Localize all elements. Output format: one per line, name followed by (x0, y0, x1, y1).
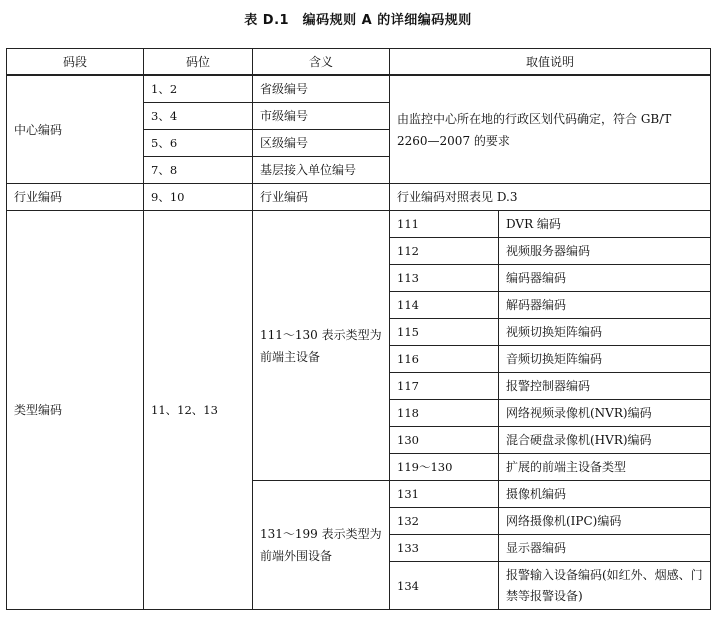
code-cell: 134 (390, 562, 499, 610)
meaning-cell: 行业编码 (253, 184, 390, 211)
position-type: 11、12、13 (144, 211, 253, 610)
desc-cell: 编码器编码 (499, 265, 711, 292)
code-cell: 116 (390, 346, 499, 373)
code-cell: 112 (390, 238, 499, 265)
segment-type: 类型编码 (7, 211, 144, 610)
meaning-cell: 省级编号 (253, 75, 390, 103)
desc-cell: 网络摄像机(IPC)编码 (499, 508, 711, 535)
desc-cell: 报警输入设备编码(如红外、烟感、门禁等报警设备) (499, 562, 711, 610)
header-position: 码位 (144, 49, 253, 76)
desc-cell: 显示器编码 (499, 535, 711, 562)
desc-cell: 音频切换矩阵编码 (499, 346, 711, 373)
header-row (7, 49, 711, 76)
code-cell: 111 (390, 211, 499, 238)
position-cell: 3、4 (144, 103, 253, 130)
code-cell: 114 (390, 292, 499, 319)
position-cell: 1、2 (144, 75, 253, 103)
position-cell: 5、6 (144, 130, 253, 157)
desc-cell: 视频服务器编码 (499, 238, 711, 265)
header-segment: 码段 (7, 49, 144, 76)
code-cell: 113 (390, 265, 499, 292)
segment-center: 中心编码 (7, 75, 144, 184)
meaning-front-main: 111～130 表示类型为前端主设备 (253, 211, 390, 481)
desc-cell: 混合硬盘录像机(HVR)编码 (499, 427, 711, 454)
position-cell: 9、10 (144, 184, 253, 211)
desc-cell: 视频切换矩阵编码 (499, 319, 711, 346)
code-cell: 115 (390, 319, 499, 346)
table-row (7, 211, 711, 238)
table-title: 表 D.1 编码规则 A 的详细编码规则 (244, 13, 472, 28)
desc-cell: DVR 编码 (499, 211, 711, 238)
encoding-rules-table (6, 48, 711, 610)
meaning-cell: 市级编号 (253, 103, 390, 130)
code-cell: 132 (390, 508, 499, 535)
desc-cell: 网络视频录像机(NVR)编码 (499, 400, 711, 427)
code-cell: 130 (390, 427, 499, 454)
desc-cell: 扩展的前端主设备类型 (499, 454, 711, 481)
table-row (7, 184, 711, 211)
desc-cell: 报警控制器编码 (499, 373, 711, 400)
code-cell: 119～130 (390, 454, 499, 481)
code-cell: 133 (390, 535, 499, 562)
value-desc-center: 由监控中心所在地的行政区划代码确定，符合 GB/T 2260—2007 的要求 (390, 75, 711, 184)
code-cell: 131 (390, 481, 499, 508)
header-value-desc: 取值说明 (390, 49, 711, 76)
desc-cell: 解码器编码 (499, 292, 711, 319)
table-row (7, 75, 711, 103)
header-meaning: 含义 (253, 49, 390, 76)
value-desc-industry: 行业编码对照表见 D.3 (390, 184, 711, 211)
meaning-cell: 基层接入单位编号 (253, 157, 390, 184)
code-cell: 117 (390, 373, 499, 400)
meaning-cell: 区级编号 (253, 130, 390, 157)
desc-cell: 摄像机编码 (499, 481, 711, 508)
segment-industry: 行业编码 (7, 184, 144, 211)
position-cell: 7、8 (144, 157, 253, 184)
meaning-front-peripheral: 131～199 表示类型为前端外围设备 (253, 481, 390, 610)
code-cell: 118 (390, 400, 499, 427)
